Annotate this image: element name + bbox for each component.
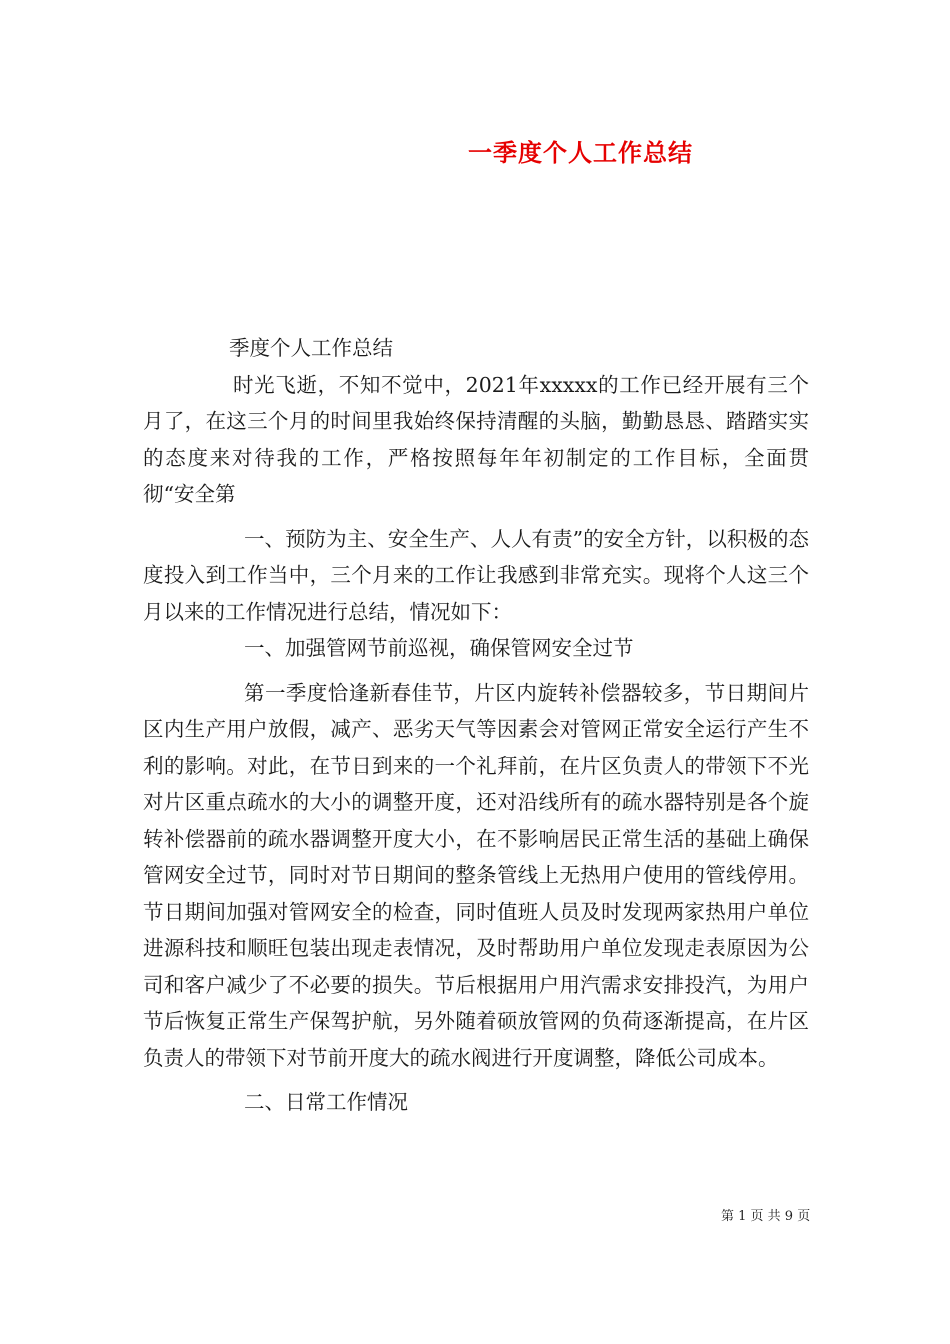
paragraph-section-1: 第一季度恰逢新春佳节，片区内旋转补偿器较多，节日期间片区内生产用户放假，减产、恶劣天气等因素会对管网正常安全运行产生不利的影响。对此，在节日到来的一个礼拜前，在片区负责人的带领下不光对片区重点疏水的大小的调整开度，还对沿线所有的疏水器特别是各个旋转补偿器前的疏水器调整开度大小，在不影响居民正常生活的基础上确保管网安全过节，同时对节日期间的整条管线上无热用户使用的管线停用。节日期间加强对管网安全的检查，同时值班人员及时发现两家热用户单位进源科技和顺旺包装出现走表情况，及时帮助用户单位发现走表原因为公司和客户减少了不必要的损失。节后根据用户用汽需求安排投汽，为用户节后恢复正常生产保驾护航，另外随着硕放管网的负荷逐渐提高，在片区负责人的带领下对节前开度大的疏水阀进行开度调整，降低公司成本。 [143, 680, 809, 1070]
paragraph-policy: 一、预防为主、安全生产、人人有责”的安全方针，以积极的态度投入到工作当中，三个月来的工作让我感到非常充实。现将个人这三个月以来的工作情况进行总结，情况如下： [143, 526, 809, 624]
section-heading-2: 二、日常工作情况 [244, 1090, 408, 1114]
section-heading-1: 一、加强管网节前巡视，确保管网安全过节 [244, 636, 634, 660]
subtitle: 季度个人工作总结 [229, 336, 393, 360]
paragraph-intro: 时光飞逝，不知不觉中，2021年xxxxx的工作已经开展有三个月了，在这三个月的时间里我始终保持清醒的头脑，勤勤恳恳、踏踏实实的态度来对待我的工作，严格按照每年年初制定的工作目标，全面贯彻“安全第 [143, 372, 809, 506]
page-number: 第 1 页 共 9 页 [721, 1209, 811, 1224]
document-title: 一季度个人工作总结 [468, 138, 693, 167]
document-body [143, 330, 809, 1121]
